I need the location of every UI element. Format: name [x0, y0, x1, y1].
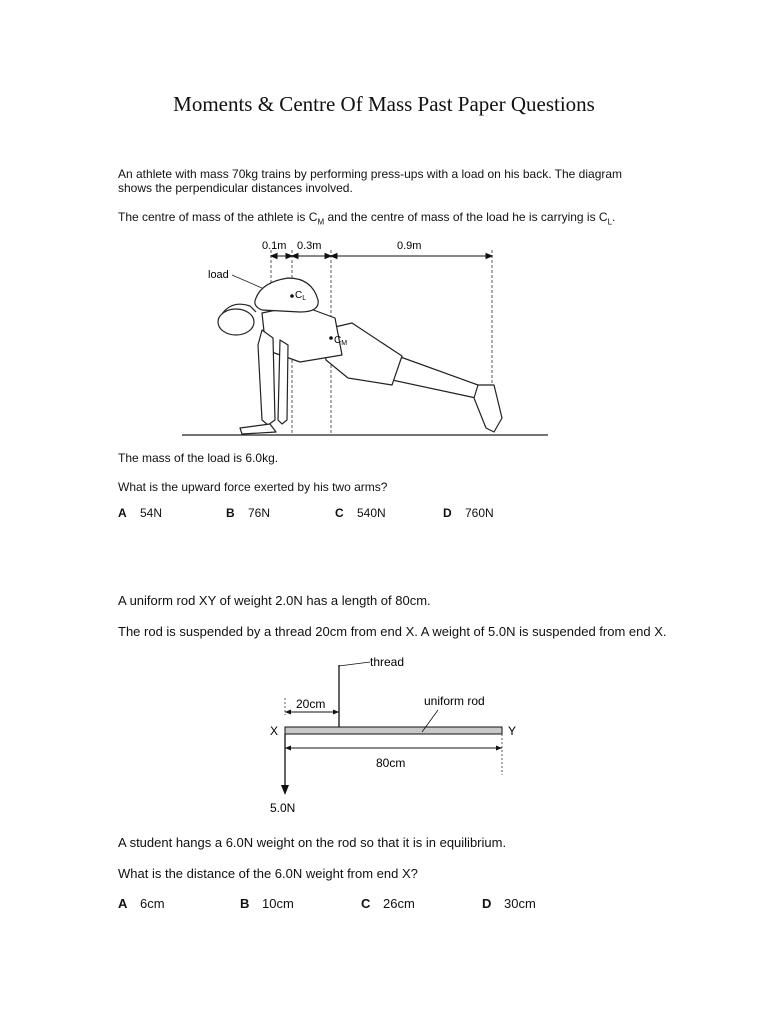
- q1-mass-line: The mass of the load is 6.0kg.: [118, 451, 279, 465]
- weight-label: 5.0N: [270, 801, 296, 815]
- q1-option-a: A 54N: [118, 506, 163, 520]
- q2-option-c: C 26cm: [361, 896, 415, 911]
- cm-label: $C_M$: [334, 335, 348, 347]
- dist-80cm-label: 80cm: [376, 756, 406, 770]
- dist-20cm-label: 20cm: [296, 697, 326, 711]
- q2-option-a: A 6cm: [118, 896, 165, 911]
- q2-option-d: D 30cm: [482, 896, 536, 911]
- dist-label-0.3m: 0.3m: [297, 240, 322, 252]
- q2-line3: A student hangs a 6.0N weight on the rod so that it is in equilibrium.: [118, 835, 507, 850]
- q1-intro-line2: shows the perpendicular distances involved.: [118, 181, 353, 195]
- q2-line1: A uniform rod XY of weight 2.0N has a length of 80cm.: [118, 593, 431, 608]
- page-title: Moments & Centre Of Mass Past Paper Questions: [173, 92, 595, 116]
- load-label: load: [208, 269, 229, 281]
- cl-label: $C_L$: [295, 290, 307, 302]
- dist-label-0.1m: 0.1m: [262, 240, 287, 252]
- q1-option-b: B 76N: [226, 506, 271, 520]
- q1-intro-line1: An athlete with mass 70kg trains by performing press-ups with a load on his back. The diagram: [118, 167, 623, 181]
- q2-option-b: B 10cm: [240, 896, 294, 911]
- q1-question: What is the upward force exerted by his two arms?: [118, 480, 388, 494]
- dist-label-0.9m: 0.9m: [397, 240, 422, 252]
- athlete-figure: [218, 278, 502, 434]
- q1-option-d: D 760N: [443, 506, 494, 520]
- rod-diagram: [0, 640, 768, 820]
- end-x-label: X: [270, 724, 279, 738]
- end-y-label: Y: [508, 724, 517, 738]
- uniform-rod-label: uniform rod: [424, 694, 485, 708]
- thread-label: thread: [370, 655, 405, 669]
- q2-line2: The rod is suspended by a thread 20cm from end X. A weight of 5.0N is suspended from end X.: [118, 624, 667, 639]
- q1-option-c: C 540N: [335, 506, 386, 520]
- q1-centre-line: The centre of mass of the athlete is $C_M$ and the centre of mass of the load he is carrying is $C_L$.: [118, 210, 616, 227]
- q2-question: What is the distance of the 6.0N weight from end X?: [118, 866, 418, 881]
- pressup-diagram: [0, 0, 768, 460]
